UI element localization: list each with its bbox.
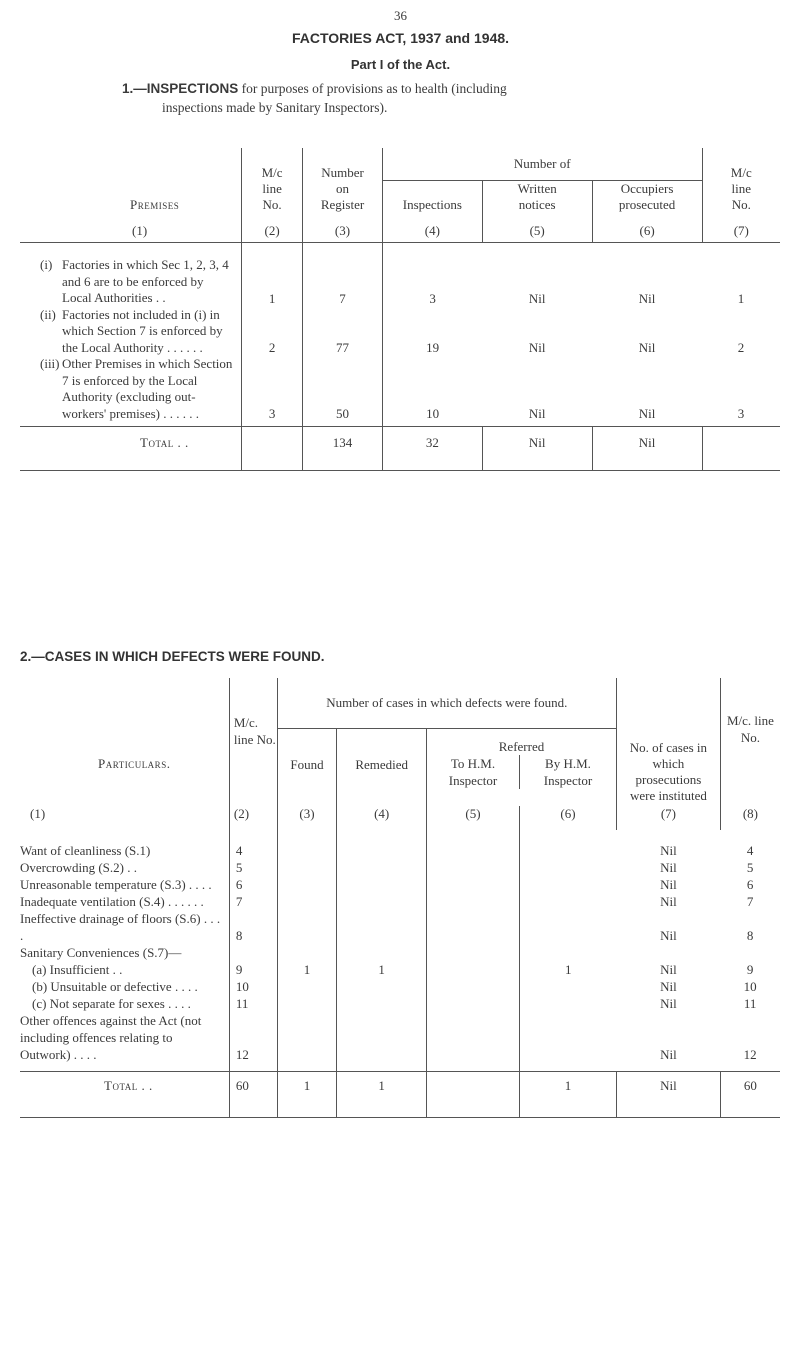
row-found [277, 995, 337, 1012]
row-label: (a) Insufficient . . [32, 962, 123, 977]
row-mc [229, 944, 277, 961]
header-by-hm: By H.M. Inspector [519, 755, 616, 789]
row-by-hm [519, 910, 616, 944]
row-label: Inadequate ventilation (S.4) . . . . . . [20, 894, 204, 909]
inspections-header [20, 148, 780, 243]
total-found: 1 [277, 1071, 337, 1117]
row-notices: Nil [528, 406, 546, 421]
defects-table [20, 678, 780, 1118]
table-row [20, 859, 780, 876]
row-label: Want of cleanliness (S.1) [20, 843, 151, 858]
table-row [20, 978, 780, 995]
row-roman: (iii) [40, 356, 60, 371]
row-found [277, 944, 337, 961]
row-label: Sanitary Conveniences (S.7)— [20, 945, 182, 960]
row-found [277, 910, 337, 944]
row-mc: 8 [229, 910, 277, 944]
row-register: 77 [303, 307, 383, 357]
row-notices: Nil [528, 340, 546, 355]
header-premises: Premises [130, 196, 180, 212]
row-to-hm [426, 1012, 519, 1063]
header-occupiers-prosecuted: Occupiers prosecuted [592, 180, 702, 223]
total-inspections: 32 [382, 427, 482, 471]
row-mc: 6 [229, 876, 277, 893]
col-num: (2) [229, 806, 277, 830]
header-inspections: Inspections [382, 180, 482, 223]
header-mc-line-8: M/c. line No. [720, 678, 780, 806]
header-number-of-cases: Number of cases in which defects were found. [277, 678, 616, 728]
table-row [20, 961, 780, 978]
row-remedied [337, 876, 427, 893]
header-number-on-register: Number on Register [303, 148, 383, 223]
row-mc: 5 [229, 859, 277, 876]
header-prosecutions: No. of cases in which prosecutions were instituted [616, 678, 720, 806]
table-row [20, 356, 780, 427]
row-mc8: 6 [746, 877, 754, 892]
col-num: (5) [426, 806, 519, 830]
total-row [20, 427, 780, 471]
header-referred: Referred [498, 738, 545, 754]
row-mc: 12 [229, 1012, 277, 1063]
row-found [277, 1012, 337, 1063]
col-num: (7) [616, 806, 720, 830]
row-roman: (i) [40, 257, 53, 272]
row-label: Other Premises in which Section 7 is enforced by the Local Authority (excluding out-workers' premises) . . . . . . [62, 356, 233, 421]
col-num: (5) [482, 223, 592, 243]
row-mc8: 9 [746, 962, 754, 977]
table-row [20, 307, 780, 357]
row-label: Overcrowding (S.2) . . [20, 860, 137, 875]
row-label: Ineffective drainage of floors (S.6) . . . . [20, 911, 221, 943]
row-register: 7 [303, 243, 383, 307]
row-mc: 1 [242, 243, 303, 307]
row-found [277, 859, 337, 876]
row-pros [616, 944, 720, 961]
row-to-hm [426, 910, 519, 944]
row-pros: Nil [660, 979, 677, 994]
row-label: (c) Not separate for sexes . . . . [32, 996, 191, 1011]
part-title: Part I of the Act. [350, 57, 451, 72]
row-to-hm [426, 876, 519, 893]
total-register: 134 [303, 427, 383, 471]
col-num: (3) [277, 806, 337, 830]
header-mc-line: M/c. line No. [229, 678, 277, 806]
row-mc8 [720, 944, 780, 961]
header-particulars: Particulars. [98, 756, 171, 771]
row-register: 50 [303, 356, 383, 427]
row-by-hm [519, 830, 616, 859]
inspections-table [20, 148, 780, 471]
row-remedied [337, 995, 427, 1012]
row-to-hm [426, 893, 519, 910]
section1-heading-bold: 1.—INSPECTIONS [122, 81, 239, 96]
col-num: (3) [303, 223, 383, 243]
header-mc-line-7: M/c line No. [702, 148, 780, 223]
row-mc: 3 [242, 356, 303, 427]
row-pros: Nil [660, 860, 677, 875]
row-mc: 11 [229, 995, 277, 1012]
row-prosecuted: Nil [592, 243, 702, 307]
col-num: (4) [337, 806, 427, 830]
row-found [277, 978, 337, 995]
row-found [277, 830, 337, 859]
row-mc8: 10 [743, 979, 757, 994]
row-by-hm [519, 876, 616, 893]
row-pros: Nil [660, 962, 677, 977]
row-remedied [337, 859, 427, 876]
row-mc8: 12 [743, 1047, 757, 1062]
row-mc8: 5 [746, 860, 754, 875]
row-pros: Nil [660, 996, 677, 1011]
row-to-hm [426, 978, 519, 995]
total-remedied: 1 [337, 1071, 427, 1117]
row-remedied [337, 1012, 427, 1063]
row-by-hm: 1 [519, 961, 616, 978]
row-pros: Nil [660, 1047, 677, 1062]
row-mc8: 8 [746, 928, 754, 943]
table-row [20, 910, 780, 944]
row-mc8: 7 [746, 894, 754, 909]
row-mc: 9 [229, 961, 277, 978]
header-found: Found [277, 728, 337, 806]
row-to-hm [426, 944, 519, 961]
header-number-of: Number of [382, 148, 702, 180]
row-to-hm [426, 995, 519, 1012]
row-found [277, 893, 337, 910]
table-row [20, 995, 780, 1012]
total-notices: Nil [482, 427, 592, 471]
col-num: (1) [30, 806, 46, 821]
total-pros: Nil [616, 1071, 720, 1117]
table-row [20, 876, 780, 893]
row-found [277, 876, 337, 893]
row-pros: Nil [660, 928, 677, 943]
section1-heading [122, 79, 762, 117]
total-label: Total . . [20, 1071, 229, 1117]
defects-header [20, 678, 780, 830]
total-by-hm: 1 [519, 1071, 616, 1117]
row-remedied [337, 830, 427, 859]
col-num: (4) [382, 223, 482, 243]
total-mc8: 60 [720, 1071, 780, 1117]
total-row [20, 1071, 780, 1117]
total-prosecuted: Nil [592, 427, 702, 471]
row-by-hm [519, 1012, 616, 1063]
page-number: 36 [394, 8, 407, 23]
total-to-hm [426, 1071, 519, 1117]
row-by-hm [519, 893, 616, 910]
col-num: (2) [242, 223, 303, 243]
row-remedied [337, 893, 427, 910]
section2-heading: 2.—CASES IN WHICH DEFECTS WERE FOUND. [20, 649, 325, 664]
row-remedied [337, 944, 427, 961]
header-remedied: Remedied [337, 728, 427, 806]
row-label: Factories not included in (i) in which Section 7 is enforced by the Local Authority . . . . . . [62, 306, 223, 355]
header-mc-line: M/c line No. [242, 148, 303, 223]
row-by-hm [519, 978, 616, 995]
row-mc: 7 [229, 893, 277, 910]
inspections-body [20, 243, 780, 472]
col-num: (7) [702, 223, 780, 243]
row-pros: Nil [660, 843, 677, 858]
row-inspections: 3 [382, 243, 482, 307]
row-mc7: 3 [737, 406, 745, 421]
col-num: (6) [592, 223, 702, 243]
row-remedied: 1 [337, 961, 427, 978]
row-by-hm [519, 995, 616, 1012]
table-row [20, 944, 780, 961]
total-label: Total . . [20, 427, 242, 471]
row-mc7: 1 [702, 243, 780, 307]
col-num: (6) [519, 806, 616, 830]
row-prosecuted: Nil [638, 340, 656, 355]
table-row [20, 830, 780, 859]
row-prosecuted: Nil [638, 406, 656, 421]
row-notices: Nil [482, 243, 592, 307]
row-mc8: 4 [746, 843, 754, 858]
header-to-hm: To H.M. Inspector [448, 755, 498, 788]
row-mc: 2 [242, 307, 303, 357]
row-to-hm [426, 859, 519, 876]
total-mc: 60 [229, 1071, 277, 1117]
row-found: 1 [277, 961, 337, 978]
row-remedied [337, 978, 427, 995]
col-num: (1) [132, 222, 148, 238]
row-by-hm [519, 944, 616, 961]
row-inspections: 10 [382, 356, 482, 427]
section1-heading-cont: inspections made by Sanitary Inspectors). [162, 100, 388, 115]
col-num: (8) [720, 806, 780, 830]
defects-body [20, 830, 780, 1118]
row-to-hm [426, 961, 519, 978]
row-mc8: 11 [743, 996, 757, 1011]
row-label: Unreasonable temperature (S.3) . . . . [20, 877, 212, 892]
row-label: Factories in which Sec 1, 2, 3, 4 and 6 are to be enforced by Local Authorities . . [62, 257, 229, 305]
document-title: FACTORIES ACT, 1937 and 1948. [291, 30, 510, 46]
row-roman: (ii) [40, 306, 56, 322]
row-pros: Nil [660, 877, 677, 892]
header-written-notices: Written notices [482, 180, 592, 223]
table-row [20, 893, 780, 910]
table-row [20, 243, 780, 307]
row-mc: 10 [229, 978, 277, 995]
row-inspections: 19 [382, 307, 482, 357]
row-label: Other offences against the Act (not including offences relating to Outwork) . . . . [20, 1013, 202, 1062]
section1-heading-text: for purposes of provisions as to health (including [238, 81, 507, 96]
table-row [20, 1012, 780, 1063]
row-remedied [337, 910, 427, 944]
row-mc: 4 [229, 830, 277, 859]
row-by-hm [519, 859, 616, 876]
row-pros: Nil [660, 894, 677, 909]
row-mc7: 2 [737, 340, 745, 355]
row-label: (b) Unsuitable or defective . . . . [32, 979, 198, 994]
row-to-hm [426, 830, 519, 859]
